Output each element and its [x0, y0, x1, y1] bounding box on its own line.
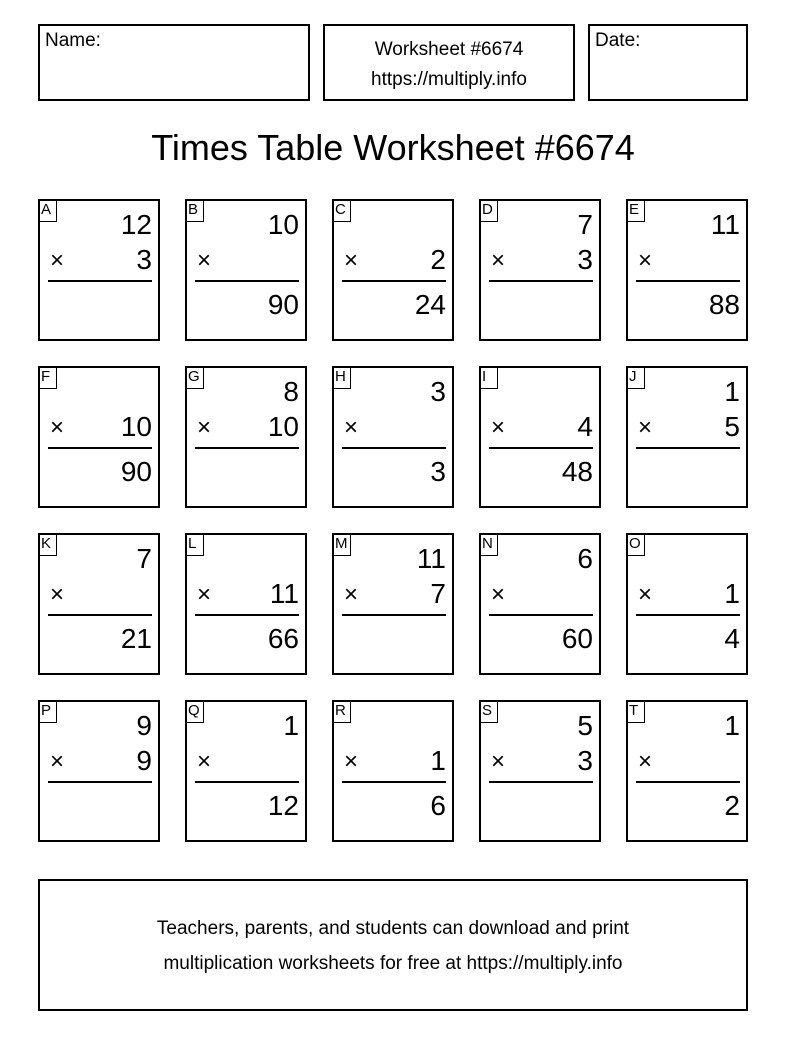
multiplicand: 11 [710, 209, 740, 240]
times-sign: × [50, 247, 65, 274]
product: 48 [561, 456, 593, 487]
times-sign: × [197, 581, 212, 608]
problem-cell [38, 366, 160, 508]
times-sign: × [638, 581, 653, 608]
multiplier: 2 [430, 244, 446, 275]
problem-letter: F [38, 366, 57, 389]
product: 12 [267, 790, 299, 821]
times-sign: × [491, 581, 506, 608]
product: 6 [430, 790, 446, 821]
multiplicand: 1 [724, 710, 740, 741]
problem-cell [479, 199, 601, 341]
times-sign: × [638, 748, 653, 775]
multiplicand: 6 [577, 543, 593, 574]
answer-rule [195, 447, 299, 449]
multiplier: 5 [724, 411, 740, 442]
product: 2 [724, 790, 740, 821]
multiplicand: 8 [283, 376, 299, 407]
name-field-box[interactable] [38, 24, 310, 101]
times-sign: × [344, 414, 359, 441]
answer-rule [48, 614, 152, 616]
problem-letter: D [479, 199, 498, 222]
answer-rule [195, 781, 299, 783]
problem-cell [185, 199, 307, 341]
problem-cell [626, 533, 748, 675]
times-sign: × [197, 748, 212, 775]
times-sign: × [491, 748, 506, 775]
multiplicand: 9 [136, 710, 152, 741]
times-sign: × [638, 247, 653, 274]
times-sign: × [50, 748, 65, 775]
times-sign: × [197, 247, 212, 274]
problem-letter: P [38, 700, 57, 723]
multiplicand: 3 [430, 376, 446, 407]
problem-letter: R [332, 700, 351, 723]
multiplicand: 1 [283, 710, 299, 741]
times-sign: × [50, 581, 65, 608]
problem-letter: K [38, 533, 57, 556]
worksheet-url: https://multiply.info [371, 69, 527, 90]
multiplicand: 5 [577, 710, 593, 741]
problem-letter: A [38, 199, 57, 222]
answer-rule [48, 781, 152, 783]
problem-letter: S [479, 700, 498, 723]
answer-rule [342, 614, 446, 616]
multiplicand: 12 [120, 209, 152, 240]
multiplicand: 7 [577, 209, 593, 240]
problem-letter: T [626, 700, 645, 723]
problem-letter: M [332, 533, 351, 556]
problem-letter: C [332, 199, 351, 222]
footer-box [38, 879, 748, 1011]
problem-letter: O [626, 533, 645, 556]
product: 4 [724, 623, 740, 654]
date-label: Date: [595, 30, 641, 51]
worksheet-info-box [323, 24, 575, 101]
times-sign: × [197, 414, 212, 441]
problem-letter: B [185, 199, 204, 222]
problem-letter: Q [185, 700, 204, 723]
answer-rule [489, 781, 593, 783]
times-sign: × [50, 414, 65, 441]
answer-rule [489, 280, 593, 282]
date-field-box[interactable] [588, 24, 748, 101]
answer-rule [636, 781, 740, 783]
multiplicand: 1 [724, 376, 740, 407]
problem-letter: G [185, 366, 204, 389]
answer-rule [636, 280, 740, 282]
problem-cell [332, 700, 454, 842]
multiplier: 1 [724, 578, 740, 609]
multiplier: 3 [577, 244, 593, 275]
footer-line-2: multiplication worksheets for free at https://multiply.info [163, 953, 623, 974]
problem-letter: I [479, 366, 498, 389]
problem-cell [479, 533, 601, 675]
multiplier: 1 [430, 745, 446, 776]
page-title: Times Table Worksheet #6674 [151, 127, 635, 168]
multiplier: 7 [430, 578, 446, 609]
answer-rule [489, 447, 593, 449]
name-label: Name: [45, 30, 101, 51]
product: 66 [267, 623, 299, 654]
product: 90 [267, 289, 299, 320]
product: 21 [120, 623, 152, 654]
problem-cell [38, 700, 160, 842]
problem-cell [185, 700, 307, 842]
problem-letter: N [479, 533, 498, 556]
multiplier: 10 [120, 411, 152, 442]
multiplicand: 10 [267, 209, 299, 240]
answer-rule [195, 280, 299, 282]
answer-rule [48, 447, 152, 449]
multiplier: 4 [577, 411, 593, 442]
problem-cell [332, 533, 454, 675]
times-sign: × [638, 414, 653, 441]
product: 88 [708, 289, 740, 320]
problem-cell [185, 533, 307, 675]
answer-rule [342, 280, 446, 282]
problem-cell [479, 366, 601, 508]
problem-letter: L [185, 533, 204, 556]
problem-cell [626, 366, 748, 508]
problem-cell [38, 533, 160, 675]
problem-grid [38, 199, 749, 842]
answer-rule [636, 614, 740, 616]
times-sign: × [491, 414, 506, 441]
product: 90 [120, 456, 152, 487]
times-sign: × [344, 748, 359, 775]
answer-rule [195, 614, 299, 616]
answer-rule [489, 614, 593, 616]
multiplier: 11 [269, 578, 299, 609]
multiplier: 3 [136, 244, 152, 275]
times-sign: × [344, 581, 359, 608]
problem-cell [626, 700, 748, 842]
answer-rule [636, 447, 740, 449]
times-sign: × [344, 247, 359, 274]
footer-line-1: Teachers, parents, and students can download and print [156, 918, 630, 939]
product: 60 [561, 623, 593, 654]
times-sign: × [491, 247, 506, 274]
answer-rule [342, 781, 446, 783]
product: 24 [414, 289, 446, 320]
problem-letter: H [332, 366, 351, 389]
worksheet-number: Worksheet #6674 [374, 39, 524, 60]
problem-cell [626, 199, 748, 341]
problem-letter: J [626, 366, 645, 389]
problem-cell [332, 366, 454, 508]
multiplicand: 11 [416, 543, 446, 574]
answer-rule [342, 447, 446, 449]
product: 3 [430, 456, 446, 487]
problem-letter: E [626, 199, 645, 222]
problem-cell [332, 199, 454, 341]
multiplier: 9 [136, 745, 152, 776]
problem-cell [185, 366, 307, 508]
problem-cell [38, 199, 160, 341]
multiplier: 10 [267, 411, 299, 442]
problem-cell [479, 700, 601, 842]
multiplicand: 7 [136, 543, 152, 574]
multiplier: 3 [577, 745, 593, 776]
answer-rule [48, 280, 152, 282]
